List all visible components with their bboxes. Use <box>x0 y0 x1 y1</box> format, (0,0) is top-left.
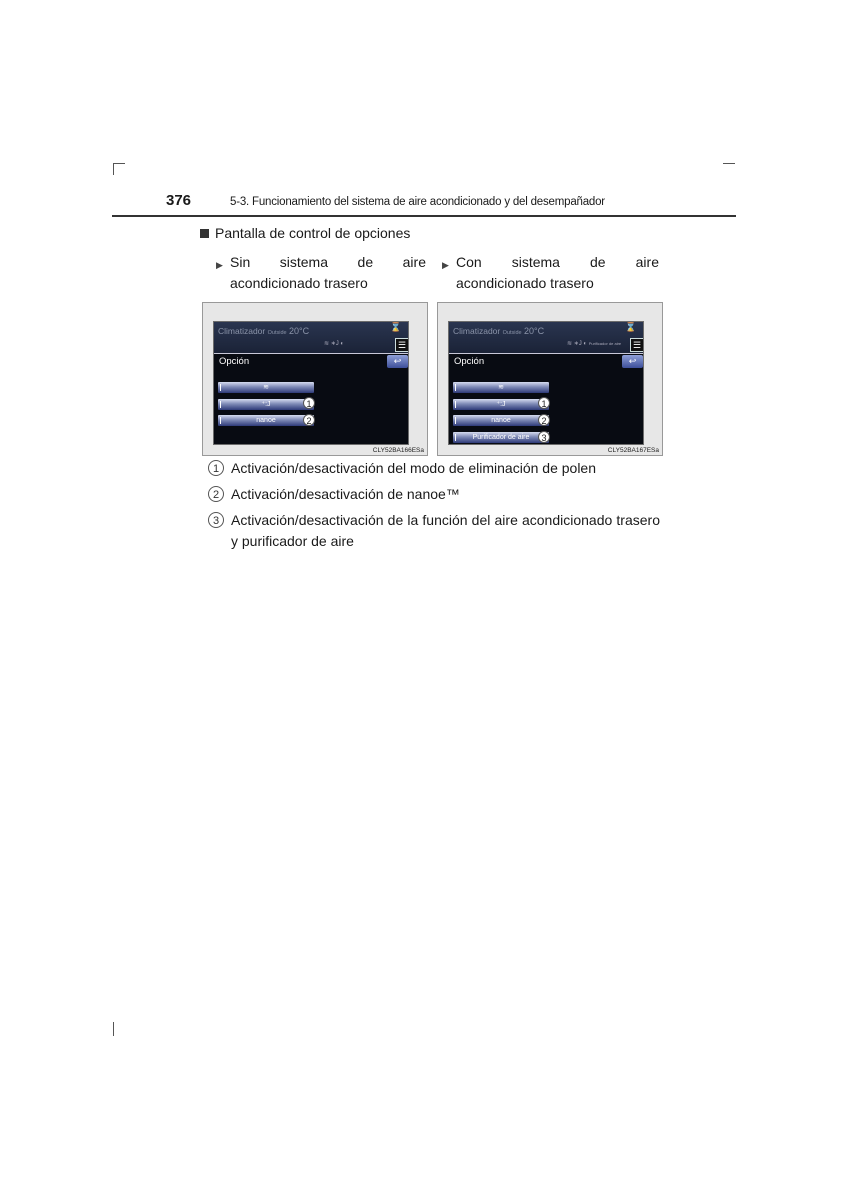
legend-number: 2 <box>208 486 224 502</box>
screenshot-frame-right <box>437 302 663 456</box>
callout-1: 1 <box>303 397 315 409</box>
screen-title <box>453 326 544 336</box>
square-bullet-icon <box>200 229 209 238</box>
header-rule <box>112 215 736 217</box>
page-number: 376 <box>166 192 192 209</box>
menu-list-button[interactable] <box>630 338 644 352</box>
fan-icon: ⌛ <box>625 322 637 332</box>
button-label: ⁺:J <box>261 401 271 408</box>
crop-mark <box>723 163 735 164</box>
legend-text: Activación/desactivación del modo de eliminación de polen <box>231 460 596 476</box>
column-label-right <box>442 252 659 294</box>
pollen-mode-button[interactable] <box>453 382 549 393</box>
column-label-text: Sin sistema de aire acondicionado trasero <box>230 254 426 291</box>
triangle-bullet-icon: ▶ <box>216 260 223 270</box>
screen-title <box>218 326 309 336</box>
legend-number: 1 <box>208 460 224 476</box>
screen-topbar <box>214 322 409 354</box>
legend-item <box>208 484 660 505</box>
return-arrow-icon: ↩ <box>393 356 402 366</box>
column-label-left <box>216 252 426 294</box>
list-icon: ☰ <box>397 340 407 350</box>
divider <box>214 353 409 354</box>
crop-mark <box>113 163 125 164</box>
button-label: nanoe <box>491 417 511 424</box>
screen-title-text: Climatizador <box>218 326 266 336</box>
legend-text: Activación/desactivación de nanoe™ <box>231 486 460 502</box>
nanoe-button[interactable] <box>453 415 549 426</box>
button-label: ⁺:J <box>496 401 506 408</box>
menu-list-button[interactable] <box>395 338 409 352</box>
fan-icon: ⌛ <box>390 322 402 332</box>
figure-code: CLY52BA166ESa <box>372 447 424 454</box>
screenshot-frame-left <box>202 302 428 456</box>
option-label: Opción <box>219 356 250 367</box>
pollen-icon: ≋ <box>263 384 269 391</box>
legend-item <box>208 458 660 479</box>
callout-1: 1 <box>538 397 550 409</box>
legend-item <box>208 510 660 552</box>
status-icons: ≋ ∗J ◐ Purificador de aire <box>567 341 622 347</box>
crop-mark <box>113 163 114 175</box>
button-label: nanoe <box>256 417 276 424</box>
screen-topbar <box>449 322 644 354</box>
crop-mark <box>113 1022 114 1036</box>
list-icon: ☰ <box>632 340 642 350</box>
return-arrow-icon: ↩ <box>628 356 637 366</box>
outside-temperature: 20°C <box>288 326 310 336</box>
outside-temperature: 20°C <box>523 326 545 336</box>
screen-title-text: Climatizador <box>453 326 501 336</box>
subsection-heading: Pantalla de control de opciones <box>215 225 411 241</box>
pollen-icon: ≋ <box>498 384 504 391</box>
air-purifier-button[interactable] <box>453 432 549 443</box>
button-label: Purificador de aire <box>472 434 530 441</box>
climate-option-screen <box>213 321 409 445</box>
nanoe-icon-button[interactable] <box>453 399 549 410</box>
legend-text: Activación/desactivación de la función del aire acondicionado trasero y purificador de aire <box>231 512 660 549</box>
callout-3: 3 <box>538 431 550 443</box>
legend-number: 3 <box>208 512 224 528</box>
callout-2: 2 <box>303 414 315 426</box>
option-label: Opción <box>454 356 485 367</box>
figure-code: CLY52BA167ESa <box>607 447 659 454</box>
back-button[interactable] <box>387 355 408 368</box>
status-icons: ≋ ∗J ◐ <box>324 341 345 347</box>
column-label-text: Con sistema de aire acondicionado trasero <box>456 254 659 291</box>
climate-option-screen <box>448 321 644 445</box>
outside-label: Outside <box>502 330 522 336</box>
nanoe-icon-button[interactable] <box>218 399 314 410</box>
outside-label: Outside <box>267 330 287 336</box>
pollen-mode-button[interactable] <box>218 382 314 393</box>
nanoe-button[interactable] <box>218 415 314 426</box>
section-title: 5-3. Funcionamiento del sistema de aire acondicionado y del desempañador <box>230 196 605 208</box>
divider <box>449 353 644 354</box>
purifier-status: Purificador de aire <box>588 341 622 346</box>
callout-2: 2 <box>538 414 550 426</box>
triangle-bullet-icon: ▶ <box>442 260 449 270</box>
back-button[interactable] <box>622 355 643 368</box>
